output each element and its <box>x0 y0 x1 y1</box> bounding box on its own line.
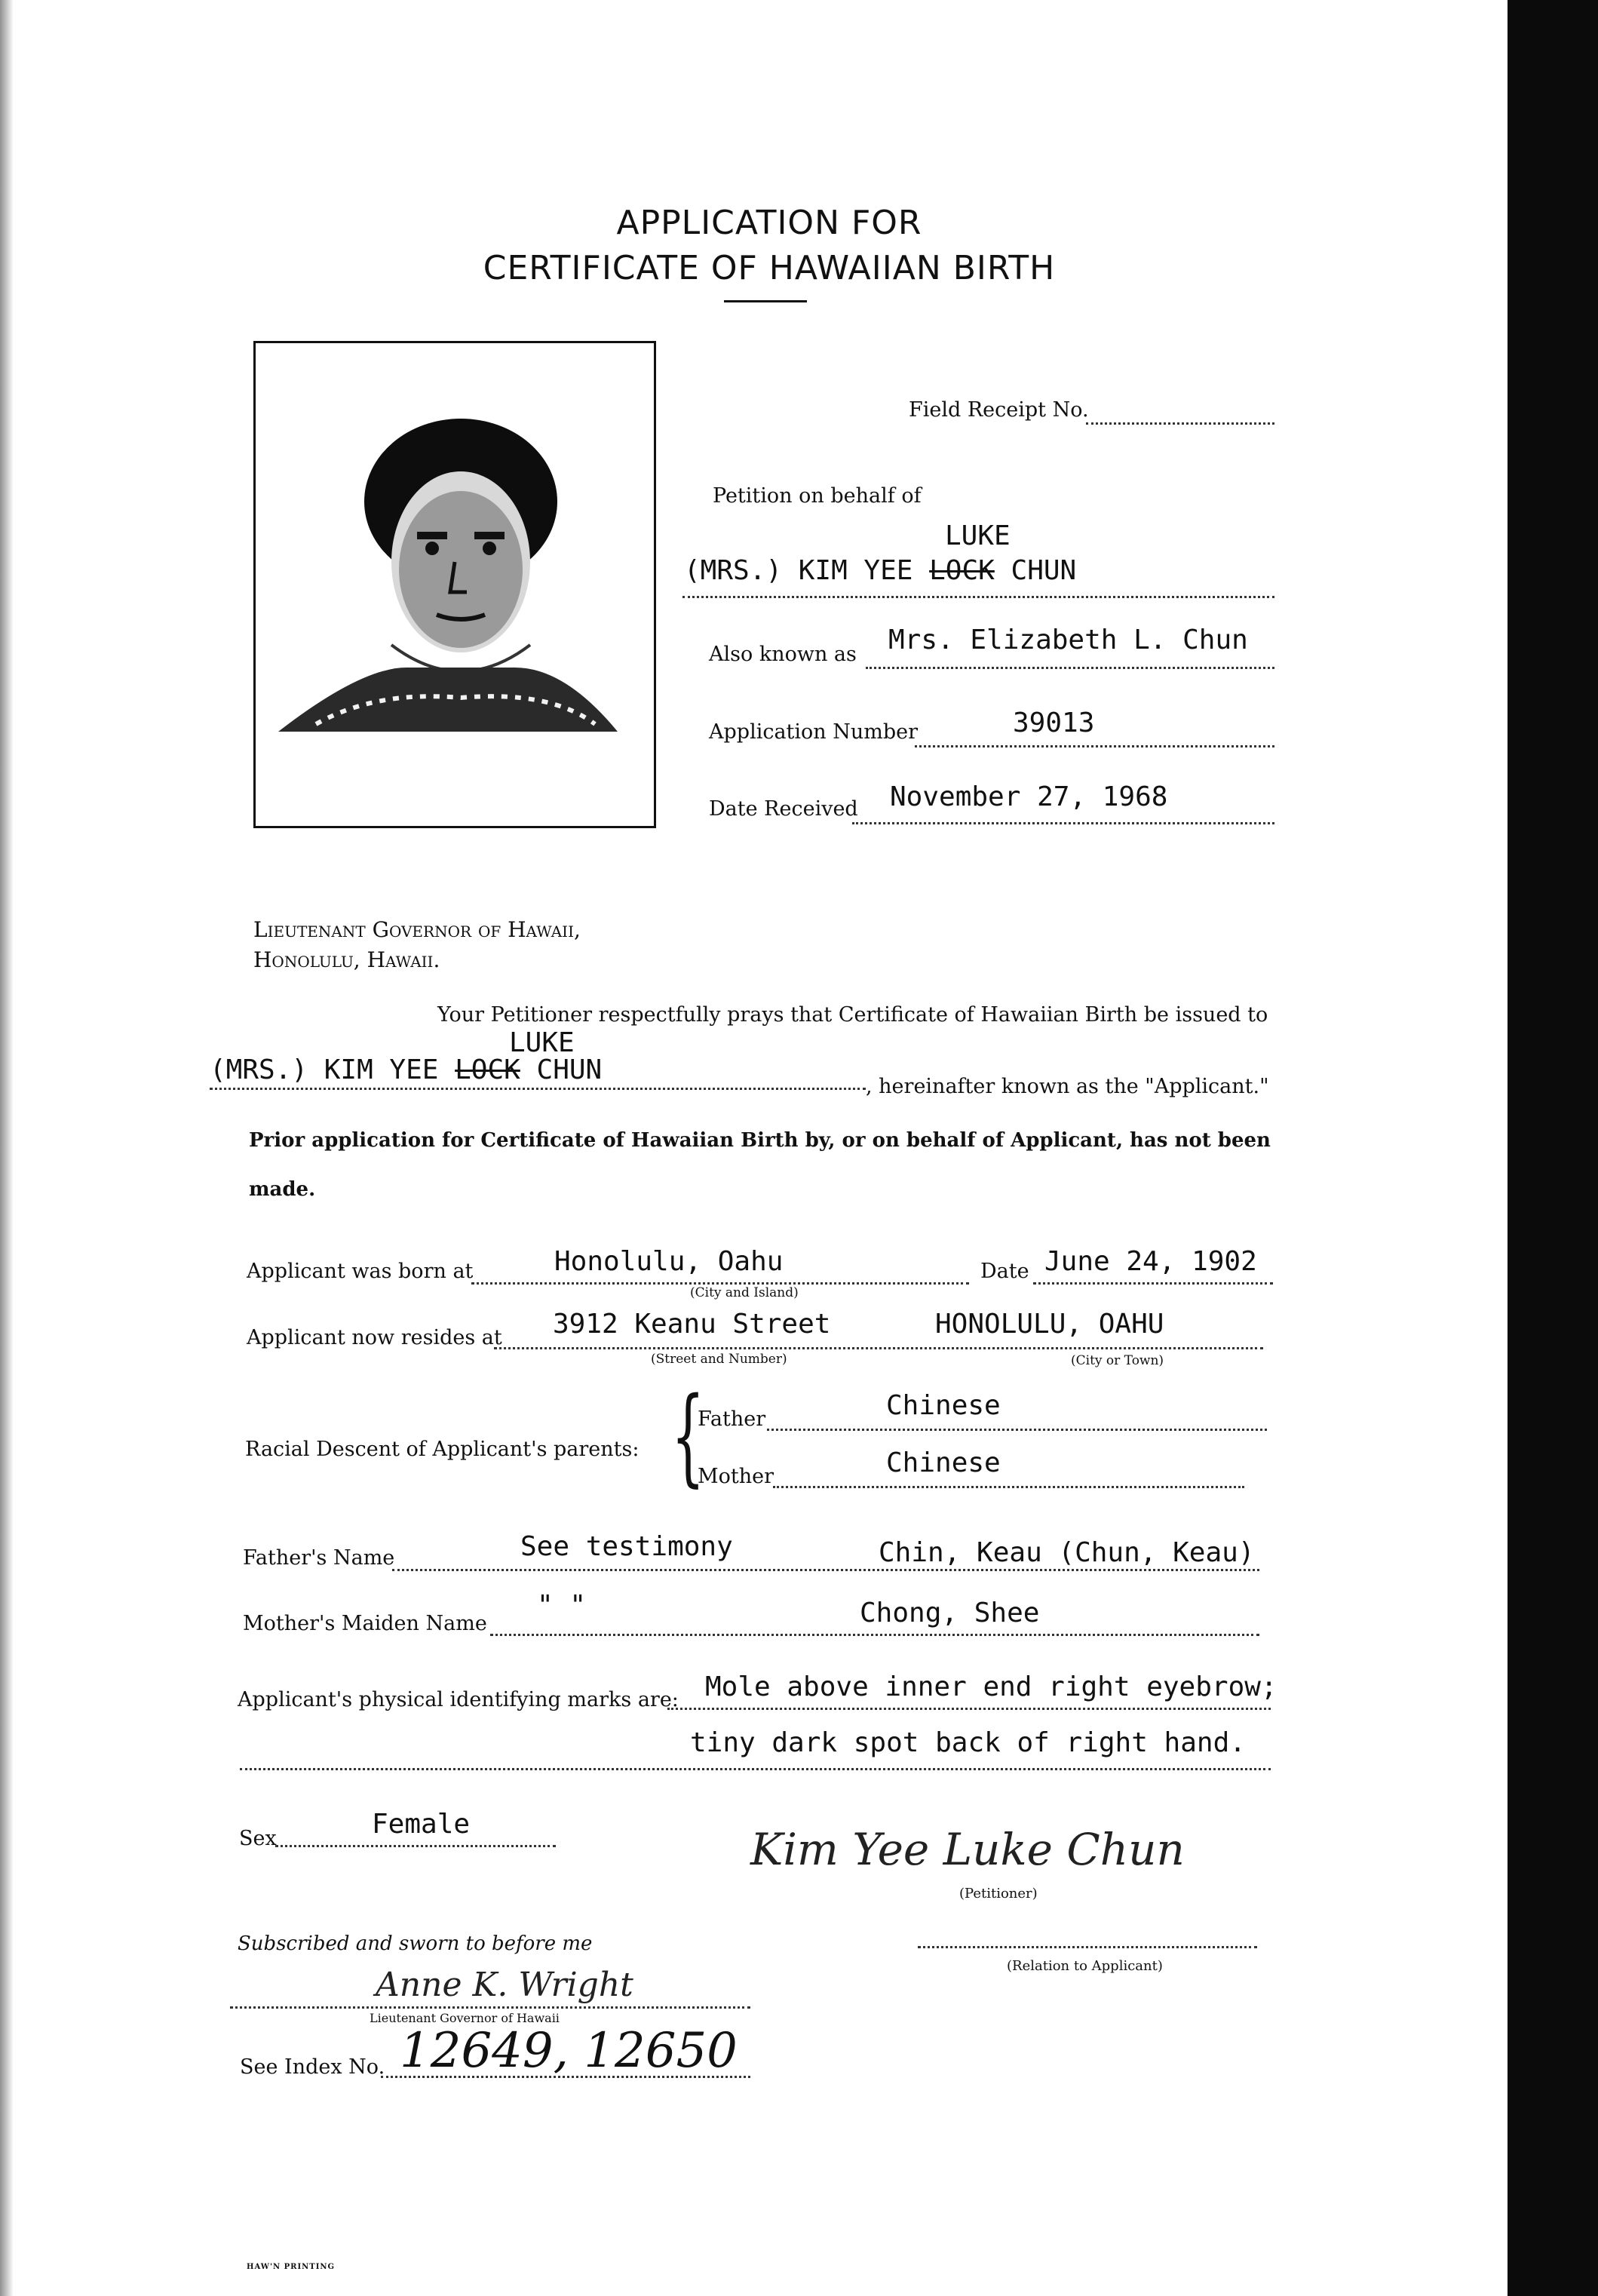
field-receipt-line <box>1086 422 1274 425</box>
identifying-marks-label: Applicant's physical identifying marks are: <box>238 1688 679 1711</box>
mothers-name-value: Chong, Shee <box>860 1598 1040 1628</box>
prayer-text: Your Petitioner respectfully prays that Certificate of Hawaiian Birth be issued to <box>437 1003 1268 1027</box>
relation-line <box>918 1946 1257 1948</box>
aka-label: Also known as <box>709 643 857 666</box>
mother-race-value: Chinese <box>886 1447 1001 1478</box>
addressee-line2: Honolulu, Hawaii. <box>253 947 440 972</box>
mother-race-line <box>773 1486 1244 1488</box>
identifying-marks-line2-rule <box>240 1768 1271 1770</box>
index-label: See Index No. <box>240 2055 385 2079</box>
born-at-label: Applicant was born at <box>247 1260 474 1283</box>
governor-caption: Lieutenant Governor of Hawaii <box>370 2011 560 2025</box>
title-line1: APPLICATION FOR <box>616 204 922 242</box>
petition-name-prefix: (MRS.) KIM YEE <box>684 555 913 586</box>
father-race-line <box>767 1429 1267 1431</box>
mother-race-label: Mother <box>698 1465 774 1488</box>
addressee-line1: Lieutenant Governor of Hawaii, <box>253 917 581 942</box>
resides-line <box>494 1347 1263 1349</box>
application-number-label: Application Number <box>709 720 919 744</box>
petitioner-line <box>747 1880 1259 1882</box>
identifying-marks-line1: Mole above inner end right eyebrow; <box>705 1671 1277 1702</box>
date-received-value: November 27, 1968 <box>890 781 1168 812</box>
index-line <box>381 2076 750 2078</box>
identifying-marks-line1-rule <box>667 1708 1271 1710</box>
applicant-photo <box>253 341 656 828</box>
petition-label: Petition on behalf of <box>713 484 922 508</box>
prior-application-line1: Prior application for Certificate of Hawaiian Birth by, or on behalf of Applicant, has not been <box>249 1129 1271 1152</box>
issued-name-struck: LOCK <box>455 1054 520 1085</box>
prior-application-line2: made. <box>249 1178 316 1201</box>
resides-street-value: 3912 Keanu Street <box>553 1309 831 1340</box>
street-caption: (Street and Number) <box>651 1352 787 1367</box>
fathers-name-value-testimony: See testimony <box>520 1531 733 1562</box>
printer-mark: HAW'N PRINTING <box>247 2263 336 2271</box>
date-received-line <box>852 822 1274 824</box>
relation-caption: (Relation to Applicant) <box>1007 1958 1163 1974</box>
governor-line <box>230 2006 750 2009</box>
resides-city-value: HONOLULU, OAHU <box>935 1309 1164 1340</box>
fathers-name-value: Chin, Keau (Chun, Keau) <box>879 1537 1255 1568</box>
sex-label: Sex <box>239 1827 277 1850</box>
sworn-text: Subscribed and sworn to before me <box>238 1932 593 1955</box>
mothers-name-ditto: " " <box>537 1590 587 1621</box>
father-race-label: Father <box>698 1407 766 1431</box>
application-number-value: 39013 <box>1013 708 1095 738</box>
petition-name-suffix: CHUN <box>1011 555 1077 586</box>
issued-insert-text: LUKE <box>509 1027 575 1058</box>
governor-signature: Anne K. Wright <box>376 1966 633 2004</box>
petition-insert-text: LUKE <box>945 520 1011 551</box>
aka-line <box>866 667 1274 669</box>
mothers-name-line <box>490 1634 1259 1636</box>
date-received-label: Date Received <box>709 797 858 821</box>
scan-edge-left <box>0 0 14 2296</box>
field-receipt-label: Field Receipt No. <box>909 398 1089 422</box>
fathers-name-label: Father's Name <box>243 1546 395 1570</box>
issued-name-line <box>210 1088 866 1090</box>
petition-name-struck: LOCK <box>929 555 995 586</box>
aka-value: Mrs. Elizabeth L. Chun <box>888 625 1248 655</box>
petitioner-signature: Kim Yee Luke Chun <box>750 1824 1185 1875</box>
issued-name-prefix: (MRS.) KIM YEE <box>210 1054 439 1085</box>
identifying-marks-line2: tiny dark spot back of right hand. <box>690 1727 1246 1758</box>
fathers-name-line <box>392 1569 1259 1571</box>
sex-value: Female <box>372 1809 471 1840</box>
portrait-photo-icon <box>256 343 654 826</box>
racial-descent-label: Racial Descent of Applicant's parents: <box>245 1438 640 1461</box>
petitioner-caption: (Petitioner) <box>959 1886 1038 1902</box>
application-number-line <box>915 745 1274 747</box>
racial-descent-brace: { <box>671 1375 705 1498</box>
city-caption: (City or Town) <box>1071 1353 1164 1368</box>
index-value: 12649, 12650 <box>400 2023 738 2079</box>
mothers-name-label: Mother's Maiden Name <box>243 1612 487 1635</box>
hereinafter-text: , hereinafter known as the "Applicant." <box>866 1075 1269 1098</box>
born-at-caption: (City and Island) <box>690 1285 799 1300</box>
birth-date-line <box>1033 1282 1273 1285</box>
sex-line <box>275 1845 556 1847</box>
birth-date-label: Date <box>980 1260 1029 1283</box>
petition-line <box>682 596 1274 598</box>
born-at-value: Honolulu, Oahu <box>554 1246 784 1277</box>
issued-name-suffix: CHUN <box>536 1054 603 1085</box>
birth-date-value: June 24, 1902 <box>1044 1246 1257 1277</box>
born-at-line <box>471 1282 969 1285</box>
father-race-value: Chinese <box>886 1390 1001 1421</box>
scan-edge-right <box>1508 0 1598 2296</box>
resides-label: Applicant now resides at <box>247 1326 502 1349</box>
title-line2: CERTIFICATE OF HAWAIIAN BIRTH <box>483 249 1056 287</box>
title-rule <box>724 300 807 302</box>
